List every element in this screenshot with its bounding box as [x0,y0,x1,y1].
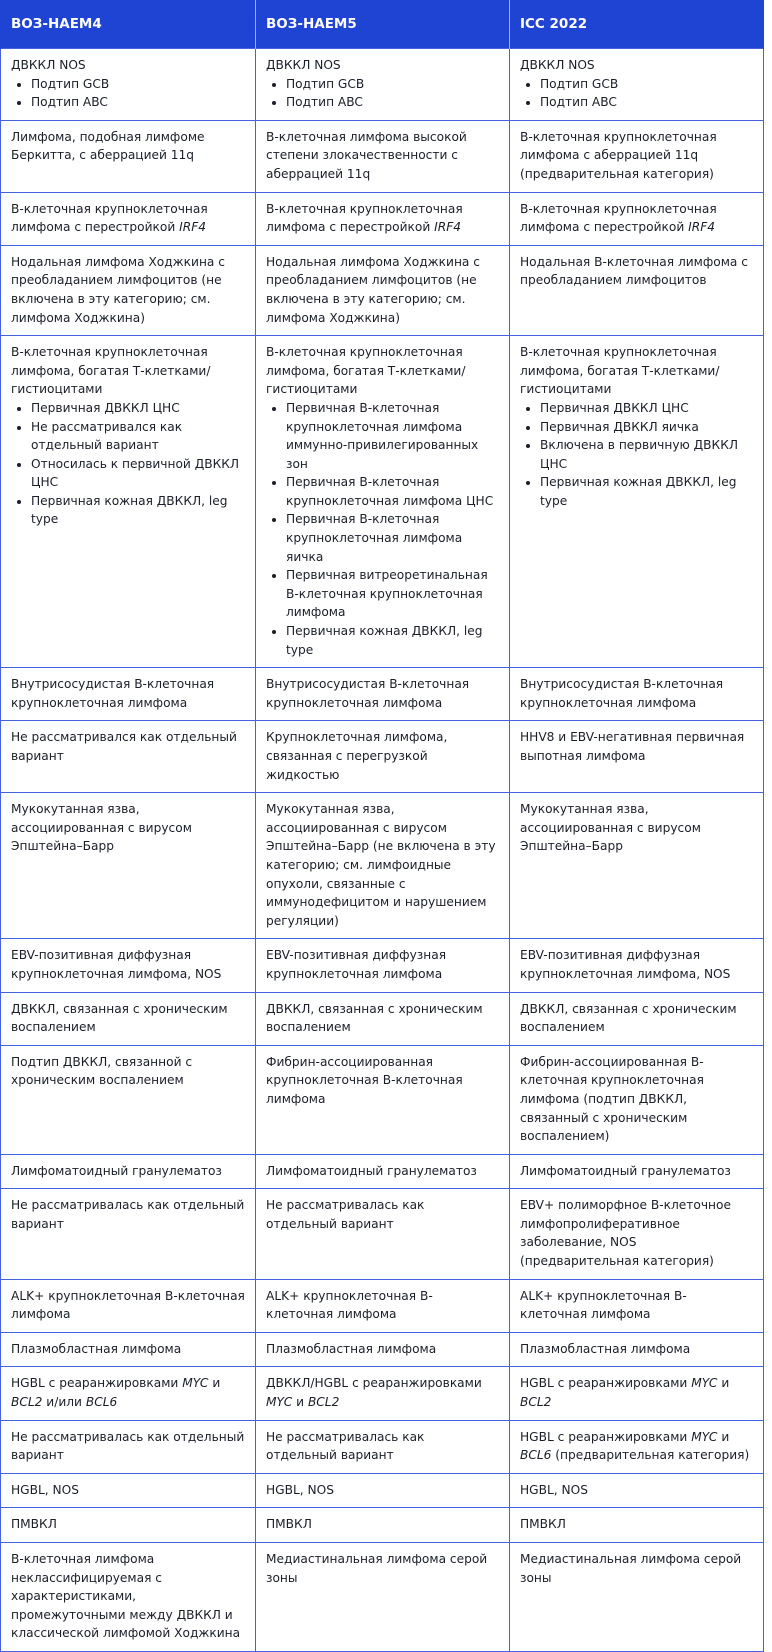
cell-text: Лимфоматоидный гранулематоз [266,1163,477,1178]
table-row [1,245,764,335]
cell-text: Медиастинальная лимфома серой зоны [266,1552,488,1585]
cell-text: Внутрисосудистая В-клеточная крупноклеточная лимфома [520,677,724,710]
cell-icc-2022 [510,192,764,245]
cell-who-haem5 [256,1332,510,1367]
cell-icc-2022 [510,1332,764,1367]
cell-text: ДВККЛ, связанная с хроническим воспалением [11,1001,228,1035]
cell-who-haem4 [1,1154,256,1189]
cell-icc-2022 [510,336,764,668]
cell-text: Не рассматривалась как отдельный вариант [11,1429,245,1463]
italic-gene-name: IRF4 [179,220,206,235]
italic-gene-name: BCL2 [307,1395,340,1410]
list-item: • Не рассматривался как отдельный вариант [31,418,245,455]
table-row [1,668,764,721]
cell-who-haem4 [1,1473,256,1508]
table-row [1,1045,764,1154]
cell-text: ДВККЛ, связанная с хроническим воспалением [520,1001,737,1035]
subtype-list [11,399,245,529]
cell-text: Подтип ДВККЛ, связанной с хроническим воспалением [11,1054,193,1088]
italic-gene-name: IRF4 [688,220,715,235]
table-body [1,49,764,1652]
cell-who-haem4 [1,721,256,793]
header-who-haem5: ВОЗ-HAEM5 [256,0,510,49]
cell-who-haem5 [256,120,510,192]
cell-text: Мукокутанная язва, ассоциированная с вирусом Эпштейна–Барр [11,802,192,854]
table-row [1,1420,764,1473]
list-item: • Подтип ABC [31,93,245,112]
cell-text: HGBL, NOS [266,1482,334,1497]
cell-who-haem4 [1,245,256,335]
cell-text: и [208,1376,221,1391]
cell-text: и/или [42,1395,86,1410]
cell-icc-2022 [510,1279,764,1332]
cell-text: ДВККЛ, связанная с хроническим воспалением [266,1001,483,1035]
table-row [1,1508,764,1543]
cell-who-haem4 [1,1420,256,1473]
cell-text: (предварительная категория) [551,1448,750,1463]
cell-icc-2022 [510,1189,764,1279]
cell-text: ДВККЛ/HGBL с реаранжировками [266,1376,482,1391]
italic-gene-name: MYC [691,1376,718,1391]
italic-gene-name: BCL6 [520,1448,552,1463]
table-row [1,992,764,1045]
table-row [1,49,764,121]
cell-who-haem5 [256,793,510,939]
cell-who-haem4 [1,668,256,721]
cell-icc-2022 [510,1154,764,1189]
cell-who-haem4 [1,49,256,121]
table-row [1,1279,764,1332]
cell-text: EBV-позитивная диффузная крупноклеточная лимфома [266,948,447,981]
cell-text: HGBL, NOS [520,1482,588,1497]
cell-who-haem5 [256,1473,510,1508]
cell-who-haem5 [256,992,510,1045]
italic-gene-name: IRF4 [434,220,461,235]
cell-who-haem5 [256,668,510,721]
cell-icc-2022 [510,668,764,721]
cell-text: ALK+ крупноклеточная В-клеточная лимфома [11,1288,245,1322]
cell-who-haem5 [256,192,510,245]
cell-icc-2022 [510,721,764,793]
cell-text: Лимфоматоидный гранулематоз [11,1163,222,1178]
cell-text: Не рассматривалась как отдельный вариант [11,1198,245,1231]
list-item: • Первичная В-клеточная крупноклеточная лимфома иммунно-привилегированных зон [286,399,499,473]
cell-who-haem5 [256,1045,510,1154]
table-row [1,793,764,939]
table-row [1,721,764,793]
cell-who-haem5 [256,1508,510,1543]
subtype-list [266,75,499,112]
cell-text: Не рассматривалась как отдельный вариант [266,1429,425,1463]
cell-who-haem5 [256,336,510,668]
cell-text: В-клеточная крупноклеточная лимфома, богатая Т-клетками/ гистиоцитами [520,345,720,397]
list-item: • Подтип GCB [286,75,499,94]
list-item: • Подтип ABC [540,93,753,112]
cell-who-haem4 [1,939,256,992]
cell-text: и [292,1395,308,1410]
cell-who-haem4 [1,1189,256,1279]
cell-text: ДВККЛ NOS [266,58,341,72]
cell-text: Плазмобластная лимфома [266,1341,437,1356]
cell-who-haem5 [256,49,510,121]
list-item: • Первичная витреоретинальная В-клеточная крупноклеточная лимфома [286,566,499,622]
cell-text: ALK+ крупноклеточная В-клеточная лимфома [266,1288,433,1322]
cell-text: HGBL с реаранжировками [11,1376,183,1391]
list-item: • Первичная ДВККЛ ЦНС [540,399,753,418]
cell-who-haem5 [256,1420,510,1473]
header-icc-2022: ICC 2022 [510,0,764,49]
cell-text: Мукокутанная язва, ассоциированная с вирусом Эпштейна–Барр (не включена в эту категорию; см. лимфоидные опухоли, связанные с иммунодефицитом и нарушением регуляции) [266,802,496,928]
subtype-list [520,399,753,511]
cell-text: Плазмобластная лимфома [520,1341,691,1356]
cell-text: ДВККЛ NOS [520,58,595,72]
cell-who-haem5 [256,1279,510,1332]
cell-icc-2022 [510,1473,764,1508]
cell-icc-2022 [510,245,764,335]
cell-text: ALK+ крупноклеточная В-клеточная лимфома [520,1288,687,1322]
table-row [1,1332,764,1367]
list-item: • Подтип ABC [286,93,499,112]
cell-icc-2022 [510,992,764,1045]
cell-who-haem5 [256,1189,510,1279]
subtype-list [266,399,499,659]
list-item: • Первичная кожная ДВККЛ, leg type [286,622,499,659]
italic-gene-name: MYC [691,1429,718,1444]
cell-text: В-клеточная крупноклеточная лимфома с перестройкой [520,201,717,235]
cell-text: ПМВКЛ [520,1517,566,1532]
table-row [1,1367,764,1420]
table-row [1,1189,764,1279]
cell-who-haem5 [256,1367,510,1420]
cell-who-haem4 [1,192,256,245]
cell-text: Плазмобластная лимфома [11,1341,182,1356]
list-item: • Первичная кожная ДВККЛ, leg type [31,492,245,529]
cell-text: Медиастинальная лимфома серой зоны [520,1552,742,1585]
cell-text: Фибрин-ассоциированная В-клеточная крупноклеточная лимфома (подтип ДВККЛ, связанный с хроническим воспалением) [520,1054,704,1144]
list-item: • Первичная В-клеточная крупноклеточная лимфома ЦНС [286,473,499,510]
cell-icc-2022 [510,1543,764,1652]
cell-text: В-клеточная крупноклеточная лимфома с перестройкой [266,201,463,235]
cell-who-haem4 [1,793,256,939]
cell-who-haem4 [1,1543,256,1652]
cell-text: В-клеточная крупноклеточная лимфома с аберрацией 11q (предварительная категория) [520,129,717,181]
table-row [1,336,764,668]
table-row [1,120,764,192]
cell-text: и [717,1376,730,1391]
table-row [1,1154,764,1189]
cell-who-haem5 [256,1154,510,1189]
list-item: • Подтип GCB [31,75,245,94]
cell-who-haem5 [256,939,510,992]
cell-text: Внутрисосудистая В-клеточная крупноклеточная лимфома [266,677,470,710]
cell-text: Нодальная лимфома Ходжкина с преобладанием лимфоцитов (не включена в эту категорию; см. лимфома Ходжкина) [266,254,480,325]
cell-who-haem4 [1,120,256,192]
subtype-list [520,75,753,112]
cell-who-haem5 [256,721,510,793]
cell-text: Не рассматривался как отдельный вариант [11,730,237,763]
cell-text: Нодальная В-клеточная лимфома с преобладанием лимфоцитов [520,254,748,288]
list-item: • Подтип GCB [540,75,753,94]
cell-text: Фибрин-ассоциированная крупноклеточная В-клеточная лимфома [266,1054,463,1106]
cell-who-haem4 [1,336,256,668]
cell-text: HHV8 и EBV-негативная первичная выпотная лимфома [520,730,745,763]
cell-text: Не рассматривалась как отдельный вариант [266,1198,425,1231]
cell-text: В-клеточная крупноклеточная лимфома, богатая Т-клетками/ гистиоцитами [11,345,211,397]
cell-who-haem4 [1,992,256,1045]
italic-gene-name: BCL2 [11,1395,43,1410]
cell-text: В-клеточная крупноклеточная лимфома с перестройкой [11,201,208,235]
cell-icc-2022 [510,120,764,192]
cell-icc-2022 [510,1508,764,1543]
table-row [1,192,764,245]
cell-icc-2022 [510,1420,764,1473]
cell-text: ДВККЛ NOS [11,58,86,72]
italic-gene-name: MYC [266,1395,293,1410]
cell-text: В-клеточная крупноклеточная лимфома, богатая Т-клетками/ гистиоцитами [266,345,466,397]
cell-who-haem4 [1,1332,256,1367]
cell-text: HGBL, NOS [11,1482,79,1497]
cell-text: и [717,1429,730,1444]
cell-text: ПМВКЛ [11,1517,57,1532]
list-item: • Первичная кожная ДВККЛ, leg type [540,473,753,510]
cell-text: В-клеточная лимфома неклассифицируемая с характеристиками, промежуточными между ДВККЛ и классической лимфомой Ходжкина [11,1552,241,1641]
subtype-list [11,75,245,112]
table-row [1,1543,764,1652]
cell-text: HGBL с реаранжировками [520,1429,692,1444]
cell-icc-2022 [510,49,764,121]
list-item: • Первичная ДВККЛ ЦНС [31,399,245,418]
cell-text: EBV-позитивная диффузная крупноклеточная лимфома, NOS [520,948,731,981]
cell-text: EBV+ полиморфное В-клеточное лимфопролиферативное заболевание, NOS (предварительная категория) [520,1198,731,1269]
cell-text: Нодальная лимфома Ходжкина с преобладанием лимфоцитов (не включена в эту категорию; см. лимфома Ходжкина) [11,254,225,325]
header-row [1,0,764,49]
cell-who-haem4 [1,1279,256,1332]
cell-text: В-клеточная лимфома высокой степени злокачественности с аберрацией 11q [266,129,467,181]
table-row [1,939,764,992]
italic-gene-name: MYC [182,1376,209,1391]
cell-icc-2022 [510,1367,764,1420]
cell-who-haem4 [1,1045,256,1154]
cell-who-haem4 [1,1367,256,1420]
header-who-haem4: ВОЗ-HAEM4 [1,0,256,49]
italic-gene-name: BCL2 [520,1395,552,1410]
list-item: • Первичная В-клеточная крупноклеточная лимфома яичка [286,510,499,566]
list-item: • Первичная ДВККЛ яичка [540,418,753,437]
cell-icc-2022 [510,939,764,992]
cell-who-haem5 [256,245,510,335]
list-item: • Относилась к первичной ДВККЛ ЦНС [31,455,245,492]
cell-text: HGBL с реаранжировками [520,1376,692,1391]
cell-text: Внутрисосудистая В-клеточная крупноклеточная лимфома [11,677,215,710]
cell-icc-2022 [510,793,764,939]
table-row [1,1473,764,1508]
cell-text: ПМВКЛ [266,1517,312,1532]
cell-who-haem4 [1,1508,256,1543]
cell-text: EBV-позитивная диффузная крупноклеточная лимфома, NOS [11,948,222,981]
cell-text: Мукокутанная язва, ассоциированная с вирусом Эпштейна–Барр [520,802,701,854]
cell-icc-2022 [510,1045,764,1154]
cell-text: Лимфоматоидный гранулематоз [520,1163,731,1178]
list-item: • Включена в первичную ДВККЛ ЦНС [540,436,753,473]
cell-text: Лимфома, подобная лимфоме Беркитта, с аберрацией 11q [11,129,205,163]
cell-text: Крупноклеточная лимфома, связанная с перегрузкой жидкостью [266,730,448,782]
cell-who-haem5 [256,1543,510,1652]
italic-gene-name: BCL6 [85,1395,118,1410]
